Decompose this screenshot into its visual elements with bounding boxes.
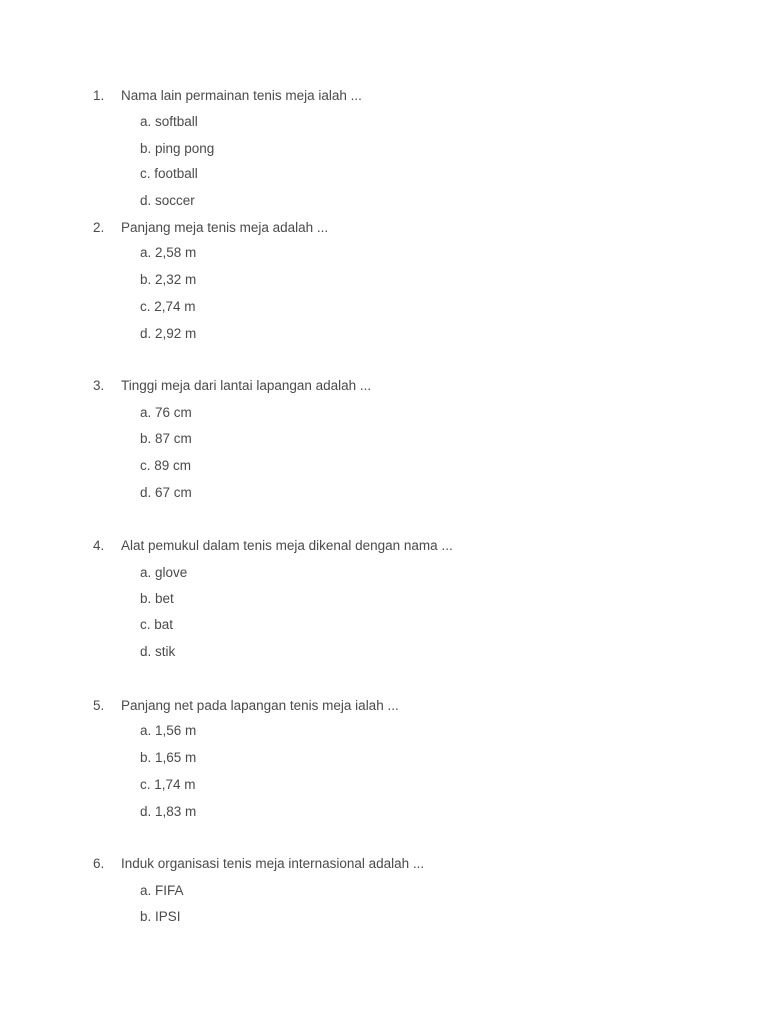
question-text: Alat pemukul dalam tenis meja dikenal dengan nama ...: [121, 538, 453, 553]
question-text: Tinggi meja dari lantai lapangan adalah ...: [121, 378, 372, 393]
option-c: c. bat: [140, 617, 174, 632]
option-a: a. softball: [140, 114, 198, 129]
question-text: Nama lain permainan tenis meja ialah ...: [121, 88, 362, 103]
option-d: d. 1,83 m: [140, 804, 197, 819]
option-d: d. 2,92 m: [140, 326, 197, 341]
option-b: b. ping pong: [140, 141, 215, 156]
question-number: 3.: [93, 378, 105, 393]
option-a: a. 76 cm: [140, 405, 192, 420]
option-c: c. football: [140, 166, 198, 181]
option-c: c. 89 cm: [140, 458, 192, 473]
option-b: b. IPSI: [140, 909, 181, 924]
option-a: a. FIFA: [140, 883, 184, 898]
option-b: b. 1,65 m: [140, 750, 197, 765]
option-c: c. 1,74 m: [140, 777, 196, 792]
option-d: d. 67 cm: [140, 485, 192, 500]
question-number: 2.: [93, 220, 105, 235]
option-a: a. 1,56 m: [140, 723, 197, 738]
question-number: 5.: [93, 698, 105, 713]
question-text: Induk organisasi tenis meja internasional adalah ...: [121, 856, 425, 871]
option-d: d. soccer: [140, 193, 195, 208]
option-b: b. 87 cm: [140, 431, 192, 446]
question-number: 4.: [93, 538, 105, 553]
question-number: 6.: [93, 856, 105, 871]
option-d: d. stik: [140, 644, 176, 659]
question-number: 1.: [93, 88, 105, 103]
option-b: b. bet: [140, 591, 174, 606]
question-text: Panjang net pada lapangan tenis meja ialah ...: [121, 698, 399, 713]
option-a: a. 2,58 m: [140, 245, 197, 260]
option-b: b. 2,32 m: [140, 272, 197, 287]
option-c: c. 2,74 m: [140, 299, 196, 314]
question-text: Panjang meja tenis meja adalah ...: [121, 220, 329, 235]
option-a: a. glove: [140, 565, 188, 580]
